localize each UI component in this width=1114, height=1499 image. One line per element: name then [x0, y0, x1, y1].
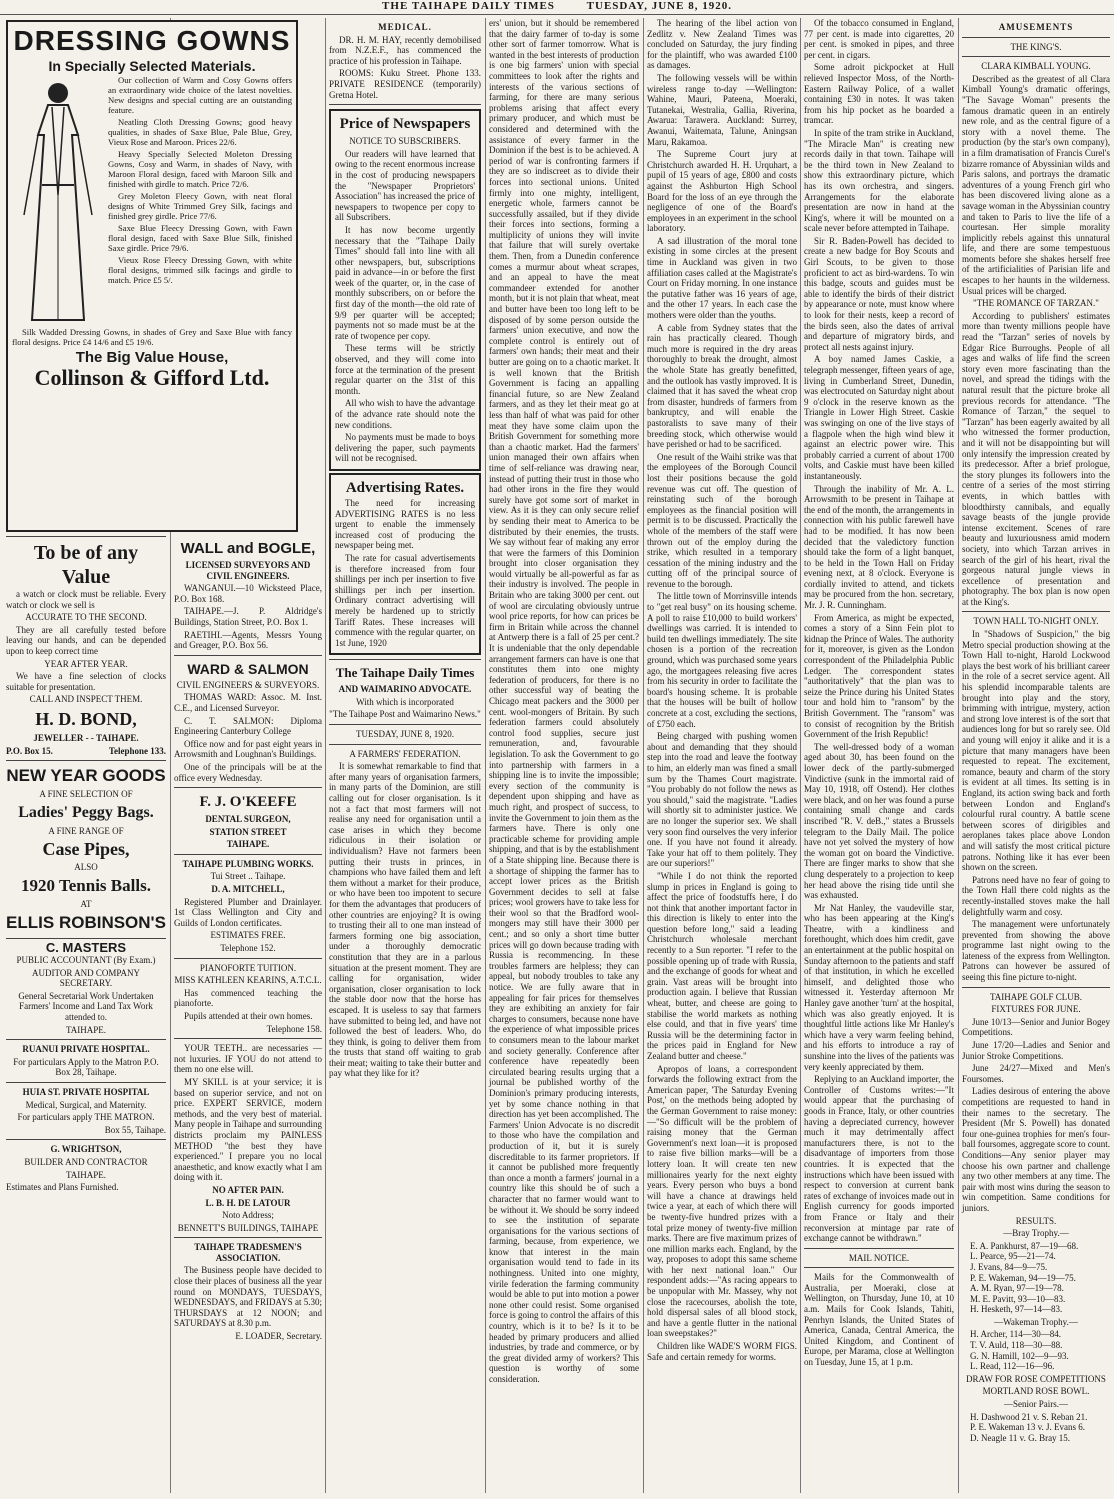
okeefe-name: F. J. O'KEEFE	[199, 794, 297, 811]
ad-firm: Collinson & Gifford Ltd.	[34, 364, 270, 390]
result-row: M. E. Pavitt, 93—10—83.	[970, 1293, 1066, 1304]
separator	[6, 536, 166, 537]
ellis-l2: Ladies' Peggy Bags.	[18, 803, 154, 821]
bond-year: YEAR AFTER YEAR.	[44, 658, 128, 669]
piano-l1: MISS KATHLEEN KEARINS, A.T.C.L.	[174, 975, 322, 986]
separator	[962, 611, 1110, 612]
bond-accurate: ACCURATE TO THE SECOND.	[25, 612, 147, 623]
news6-p5: A boy named James Caskie, a telegraph messenger, fifteen years of age, living in Cumberland Street, Dunedin, was electrocuted on Saturday night about 9 o'clock in the reserve known as the Triangle in Lower High Street. Caskie was swinging on one of the live stays of a flagpole when the high wind blew it against an electric power wire. This probably carried a current of about 1700 volts, and Caskie must have been killed instantaneously.	[804, 354, 954, 481]
tradesmen-ad	[174, 1242, 322, 1341]
news-p9: "While I do not think the reported slump in prices in England is going to affect the price of foodstuffs here, I do not think that another important factor in this direction is likely to enter into the question before long," said a leading Christchurch wholesale merchant recently to a Sun reporter. "I refer to the possible opening up of trade with Russia, and the exchange of goods for wheat and grain. Vast areas will be brought into production again. I believe that Russian wheat, butter, and cheese are going to stabilise the world markets as nothing else could, and that in five years' time Russia will be the determining factor in the prices paid in England for New Zealand butter and cheese."	[647, 870, 797, 1061]
separator	[6, 1139, 166, 1140]
separator	[962, 987, 1110, 988]
mail-notice: Mails for the Commonwealth of Australia, per Moeraki, close at Wellington, on Thursday, June 10, at 10 a.m. Mails for Cook Islands, Tahiti, Penrhyn Islands, the United States of America, Canada, Central America, the United Kingdom, and Continent of Europe, per Marama, close at Wellington on Tuesday, June 15, at 1 p.m.	[804, 1272, 954, 1368]
amuse-p4: Patrons need have no fear of going to the Town Hall there cold nights as the recently-installed stoves make the hall delightfully warm and cosy.	[962, 874, 1110, 917]
editorial-sub: AND WAIMARINO ADVOCATE.	[338, 684, 472, 695]
result-row: A. M. Ryan, 97—19—78.	[970, 1283, 1064, 1294]
ellis-l6: 1920 Tennis Balls.	[21, 875, 151, 895]
wakeman-head: —Wakeman Trophy.—	[994, 1316, 1078, 1327]
wall-l4: RAETIHI.—Agents, Messrs Young and Greager, P.O. Box 56.	[174, 629, 322, 651]
bray-results	[962, 1241, 1110, 1315]
column-rule	[958, 18, 959, 1493]
plumbing-l4: ESTIMATES FREE.	[210, 930, 286, 941]
separator	[962, 37, 1110, 38]
news-p3: The Supreme Court jury at Christchurch awarded H. H. Urquhart, a pupil of 15 years of age, £800 and costs against the Ashburton High School Board for the loss of an eye through the negligence of one of the Board's employees in an experiment in the school laboratory.	[647, 149, 797, 234]
bond-p3: We have a fine selection of clocks suitable for presentation.	[6, 671, 166, 692]
senior-head: —Senior Pairs.—	[1004, 1399, 1068, 1410]
price-sub: NOTICE TO SUBSCRIBERS.	[349, 136, 461, 147]
price-p3: These terms will be strictly observed, and they will come into force at the termination of the present regular quarter on the 31st of this month.	[335, 343, 475, 396]
price-p1: Our readers will have learned that owing to the recent enormous increase in the cost of producing newspapers the "Newspaper Proprietors' Association" has increased the price of newspapers to twopence per copy to all Subscribers.	[335, 148, 475, 223]
ruanui-name: RUANUI PRIVATE HOSPITAL.	[22, 1044, 150, 1055]
amuse-p3: In "Shadows of Suspicion," the big Metro special production showing at the Town Hall to-night, Harold Lockwood plays the best work of his brilliant career in the role of a secret service agent. All his splendid incomparable talents are brought into play and the story, brimming with intrigue, mystery, action and strong love interest is of the sort that audiences long for but so rarely see. Old and young will enjoy it alike and it is a picture that many managers have been requested to repeat. The excitement, romance, beauty and charm of the story is evident at all times. Its setting is in England, its action swing back and forth between London and England's colourful rural country. A battle scene between scores of dirigibles and aeroplanes takes place above London and will satisfy the most critical picture patrons. Nothing like it has ever been shown on the screen.	[962, 629, 1110, 873]
wall-bogle-ad	[174, 540, 322, 651]
ad-intro: Our collection of Warm and Cosy Gowns offers an extraordinary wide choice of the latest novelties. New designs and special cutting are an outstanding feature.	[108, 75, 292, 115]
ward-name: WARD & SALMON	[187, 660, 309, 677]
news6-p3: In spite of the tram strike in Auckland, "The Miracle Man" is creating new records daily in that town. Taihape will be the third town in New Zealand to show this extraordinary picture, which has its own orchestra, and singers. Arrangements for the elaborate presentation are now in hand at the King's, where it will be mounted on a scale never before attempted in Taihape.	[804, 127, 954, 234]
ad-item-4: Saxe Blue Fleecy Dressing Gown, with Fawn floral design, faced with Saxe Blue Silk, finished Saxe girdle. Price 79/6.	[108, 223, 292, 253]
ad-item-6: Silk Wadded Dressing Gowns, in shades of Grey and Saxe Blue with fancy floral designs. Price £4 14/6 and £5 19/6.	[12, 327, 292, 347]
column-5	[647, 18, 797, 1493]
golf-p9: Ladies desirous of entering the above competitions are requested to hand in their names to the secretary. The President (Mr S. Powell) has donated four one-guinea trophies for men's four-ball foursomes, aggregate score to count. Conditions—Any senior player may choose his own partner and challenge any two other members at any time. The pair with most wins during the season to win competition. Same conditions for juniors.	[962, 1086, 1110, 1213]
amuse-p5: The management were unfortunately prevented from showing the above programme last night owing to the lateness of the express from Wellington. Patrons can however be assured of seeing this fine picture to-night.	[962, 919, 1110, 983]
plumbing-ad	[174, 859, 322, 954]
column-2	[329, 18, 481, 1493]
ad-house: The Big Value House,	[75, 349, 229, 366]
separator	[6, 938, 166, 939]
teeth-p2: MY SKILL is at your service; it is based on superior service, and not on price. EXPERT SERVICE, modern methods, and the very best of material. Many people in Taihape and surrounding districts proclaim my PAINLESS METHOD "the best they have experienced." I prepare you no local anaesthetic, and know exactly what I am doing with it.	[174, 1076, 322, 1183]
bond-head-1: To be of any	[33, 542, 139, 564]
wrightson-name: G. WRIGHTSON,	[50, 1144, 122, 1155]
separator	[329, 659, 481, 660]
separator	[174, 787, 322, 788]
ad-item-5: Vieux Rose Fleecy Dressing Gown, with white floral designs, trimmed silk facings and girdle to match. Price £5 5/.	[108, 255, 292, 285]
separator	[174, 854, 322, 855]
result-row: L. Read, 112—16—96.	[970, 1361, 1055, 1372]
pair-row: D. Neagle 11 v. G. Bray 15.	[970, 1432, 1071, 1443]
ward-l5: One of the principals will be at the office every Wednesday.	[174, 761, 322, 783]
dressing-gowns-ad	[6, 20, 298, 532]
huia-l2: For particulars apply THE MATRON.	[17, 1112, 155, 1123]
tradesmen-name: TAIHAPE TRADESMEN'S ASSOCIATION.	[194, 1242, 302, 1263]
ellis-l8: ELLIS ROBINSON'S	[6, 912, 166, 932]
masters-l3: General Secretarial Work Undertaken Farmers' Income and Land Tax Work attended to.	[18, 990, 154, 1023]
price-of-newspapers-notice	[329, 109, 481, 471]
ellis-l5: ALSO	[74, 862, 98, 873]
result-row: T. V. Auld, 118—30—88.	[970, 1340, 1063, 1351]
news-p10: Apropos of loans, a correspondent forwards the following extract from the American paper, 'The Saturday Evening Post,' on the methods being adopted by the German Government to raise money:—"So difficult will be the problem of raising money that the German Government's next loan—it is proposed to raise five billion marks—will be a lottery loan. It will create ten new millionaires yearly for the next eighty years. Every person who buys a bond will have a chance at drawings held twice a year, at each of which there will be twenty-five hundred prizes with a total prize money of twenty-five million marks. There are five maximum prizes of one million marks each. England, by the way, proposes to adopt this same scheme with her next national loan." Our respondent adds:—"As racing appears to be unpopular with Mr. Massey, why not close the racecourses, abolish the tote, hold dispersal sales of all blood stock, and have a gentle flutter in the national loan sweepstakes?"	[647, 1063, 797, 1339]
tradesmen-sig: E. LOADER, Secretary.	[235, 1331, 322, 1342]
bond-name: H. D. BOND,	[35, 708, 137, 729]
ward-l4: Office now and for past eight years in Arrowsmith and Loughnan's Buildings.	[174, 738, 322, 760]
teeth-l1: NO AFTER PAIN.	[212, 1184, 284, 1195]
pairs-list	[962, 1412, 1110, 1444]
adv-head: Advertising Rates.	[345, 479, 465, 496]
masthead-paper: THE TAIHAPE DAILY TIMES	[382, 0, 555, 12]
bond-head-2: Value	[61, 566, 111, 588]
piano-l4: Telephone 158.	[266, 1023, 322, 1034]
result-row: P. E. Wakeman, 94—19—75.	[970, 1272, 1076, 1283]
wall-name: WALL and BOGLE,	[180, 540, 316, 557]
bond-phone: Telephone 133.	[108, 745, 166, 756]
news-p6: One result of the Waihi strike was that the employees of the Borough Council lost their positions because the gold revenue was cut off. The question of reinstating such of the borough employees as the financial position will permit is to be discussed. Practically the whole of the members of the staff were thrown out of the employ during the strike, which resulted in a temporary cessation of the mining industry and the cutting off of the principal source of revenue to the borough.	[647, 451, 797, 589]
ellis-l3: A FINE RANGE OF	[48, 825, 124, 836]
news-p11: Children like WADE'S WORM FIGS. Safe and certain remedy for worms.	[647, 1341, 797, 1362]
pair-row: P. E. Wakeman 13 v. J. Evans 6.	[970, 1422, 1086, 1433]
wall-l3: TAIHAPE.—J. P. Aldridge's Buildings, Station Street, P.O. Box 1.	[174, 606, 322, 627]
wall-l1: LICENSED SURVEYORS AND CIVIL ENGINEERS.	[185, 560, 311, 581]
column-7	[962, 18, 1110, 1493]
price-p2: It has now become urgently necessary that the "Taihape Daily Times" should fall into line with all other newspapers, but, subscriptions paid in advance—in or before the first week of the quarter, or, in the case of monthly subscribers, on or before the first day of the month—the old rate of 9/9 per quarter will be accepted; payments not so made must be at the rate of twopence per copy.	[335, 224, 475, 341]
wrightson-l2: TAIHAPE.	[65, 1169, 107, 1180]
separator	[962, 56, 1110, 57]
bond-p1: a watch or clock must be reliable. Every watch or clock we sell is	[6, 589, 166, 610]
news6-p10: Replying to an Auckland importer, the Controller of Customs writes:—"It would appear that the purchasing of goods in France, Italy, or other countries having a depreciated currency, however much it may detrimentally affect manufacturers there, is not to the disadvantage of importers from those countries. It is expected that the instructions which have been issued with respect to conversion at current bank rates of exchange of invoices made out in English currency for goods imported from France or Italy and their reconversion at mintage par rate of exchange cannot be withdrawn."	[804, 1074, 954, 1244]
huia-l3: Box 55, Taihape.	[104, 1124, 166, 1135]
ad-item-1: Neatling Cloth Dressing Gowns; good heavy qualities, in shades of Saxe Blue, Pale Blue, Grey, Vieux Rose and Maroon. Prices 22/6.	[108, 117, 292, 147]
medical-p: DR. H. M. HAY, recently demobilised from N.Z.E.F., has commenced the practice of his profession in Taihape.	[329, 34, 481, 66]
bond-trade: JEWELLER - - TAIHAPE.	[33, 732, 139, 743]
clara-head: CLARA KIMBALL YOUNG.	[981, 61, 1091, 72]
piano-l2: Has commenced teaching the pianoforte.	[174, 987, 322, 1009]
separator	[329, 104, 481, 105]
huia-name: HUIA ST. PRIVATE HOSPITAL	[22, 1087, 150, 1098]
teeth-p1: YOUR TEETH.. are necessaries — not luxuries. IF YOU do not attend to them no one else will.	[174, 1043, 322, 1075]
separator	[804, 1248, 954, 1249]
golf-p8: June 24/27—Mixed and Men's Foursomes.	[962, 1063, 1110, 1084]
ward-l3: C. T. SALMON: Diploma Engineering Canterbury College	[174, 715, 322, 737]
editorial-masthead: The Taihape Daily Times	[335, 665, 475, 681]
teeth-l2: L. B. H. DE LATOUR	[205, 1197, 291, 1208]
column-professional-cards	[174, 540, 322, 1493]
news-p8: Being charged with pushing women about and demanding that they should step into the road and leave the footway to him, an elderly man was fined a small sum by the Thames Court magistrate. "You probably do not follow the news as you should," said the magistrate. "Ladies will shortly sit to administer justice. We are no longer the superior sex. We shall very soon find ourselves the very inferior one. If you have not found it already. Take your hat off to them politely. They are our superiors!"	[647, 731, 797, 869]
plumbing-l5: Telephone 152.	[220, 943, 276, 954]
wrightson-l1: BUILDER AND CONTRACTOR	[24, 1157, 148, 1167]
ellis-l7: AT	[80, 898, 92, 909]
separator	[6, 1082, 166, 1083]
plumbing-l2: D. A. MITCHELL,	[211, 884, 285, 895]
plumbing-l1: Tui Street .. Taihape.	[210, 871, 286, 882]
okeefe-l2: STATION STREET	[209, 826, 287, 837]
news-p5: A cable from Sydney states that the rain has practically cleared. Though much more is required in the dry areas thoroughly to break the drought, almost the whole State has greatly benefitted, and the outlook has vastly improved. It is claimed that it has saved the wheat crop from disaster, hundreds of farmers from bankruptcy, and will enable the pastoralists to save many of their breeding stock, which otherwise would have perished or had to be sacrificed.	[647, 322, 797, 450]
pair-row: H. Dashwood 21 v. S. Reban 21.	[970, 1411, 1088, 1422]
kings-head: THE KING'S.	[1010, 41, 1062, 52]
editorial-inc: "The Taihape Post and Waimarino News."	[329, 709, 481, 720]
piano-ad	[174, 963, 322, 1035]
column-6	[804, 18, 954, 1493]
ruanui-l1: For particulars Apply to the Matron P.O. Box 28, Taihape.	[13, 1056, 159, 1078]
medical-rooms: ROOMS: Kuku Street. Phone 133. PRIVATE RESIDENCE (temporarily) Gretna Hotel.	[329, 68, 481, 100]
column-4	[489, 18, 639, 1493]
town-hall-head: TOWN HALL TO-NIGHT ONLY.	[973, 616, 1099, 627]
golf-head: TAIHAPE GOLF CLUB.	[989, 991, 1083, 1002]
wakeman-results	[962, 1329, 1110, 1371]
result-row: J. Evans, 84—9—75.	[970, 1261, 1048, 1272]
results-head: RESULTS.	[1015, 1215, 1057, 1226]
separator	[6, 1039, 166, 1040]
mail-head: MAIL NOTICE.	[848, 1252, 910, 1263]
news6-p7: From America, as might be expected, comes a story of a Sinn Fein plot to kidnap the Prince of Wales. The authority for it, moreover, is given as the London correspondent of the Philadelphia Public Ledger. The correspondent states "authoritatively" that the plan was to seize the Prince during his United States tour and hold him to "ransom" by the British Government. The "ransom" was to consist of recognition by the British Government of the Irish Republic!	[804, 612, 954, 740]
news6-p1: Of the tobacco consumed in England, 77 per cent. is made into cigarettes, 20 per cent. is smoked in pipes, and three per cent. in cigars.	[804, 18, 954, 60]
tradesmen-p: The Business people have decided to close their places of business all the year round on MONDAYS, TUESDAYS, WEDNESDAYS, and FRIDAYS at 5.30; THURSDAYS at 12 NOON; and SATURDAYS at 8.30 p.m.	[174, 1265, 322, 1329]
ellis-l1: A FINE SELECTION OF	[39, 789, 133, 800]
separator	[6, 760, 166, 761]
teeth-l4: BENNETT'S BUILDINGS, TAIHAPE	[177, 1222, 319, 1233]
news6-p4: Sir R. Baden-Powell has decided to create a new badge for Boy Scouts and Girl Scouts, to be given to those proficient to act as bird-wardens. To win this badge, scouts and guides must be able to identify the birds of their district by appearance or note, must know where to look for their nests, keep a record of the birds seen, also the dates of arrival and departure of migratory birds, and protect all nests against injury.	[804, 235, 954, 352]
plumbing-l3: Registered Plumber and Drainlayer. 1st Class Wellington and City and Guilds of London certificates.	[174, 896, 322, 928]
teeth-ad	[174, 1043, 322, 1233]
price-head: Price of Newspapers	[339, 116, 471, 133]
fixtures-head: FIXTURES FOR JUNE.	[991, 1004, 1081, 1015]
masters-ad	[6, 939, 166, 1036]
result-row: H. Archer, 114—30—84.	[970, 1329, 1062, 1340]
editorial-p1: It is somewhat remarkable to find that after many years of organisation farmers, in many parts of the Dominion, are still calling out for closer organisation. Is it not a fact that most farmers will not realise any need for organisation until a case arises in which they become ridiculous in their isolation or individualism? Have not farmers been putting their trusts in princes, in champions who have failed them and left them without a market for their produce, or who have been too impotent to secure for them the advantages that producers of other countries are enjoying? It is owing to trusting their all to one man instead of farmers forming one big association, under a thoroughly democratic constitution that they are in a parlous situation at the present moment. They are calling for organisation, wider organisation, closer organisation to lock the stable door now that the horse has escaped. It is useless to say that farmers have submitted to being led, and have not followed the best of leaders. Who, do they think, is going to deliver them from the trusts that stand off waiting to grab their meat; waiting to take their butter and pay what they like for it?	[329, 761, 481, 1079]
result-row: H. Hesketh, 97—14—83.	[970, 1304, 1063, 1315]
separator	[174, 958, 322, 959]
editorial-title: A FARMERS' FEDERATION.	[349, 748, 461, 759]
news-p7: The little town of Morrinsville intends to "get real busy" on its housing scheme. A poll to raise £10,000 to build workers' dwellings was carried. It is intended to build ten dwellings immediately. The site chosen is a portion of the recreation ground, which was purchased some years ago, the mortgagees releasing five acres from his security in order to facilitate the board's housing scheme. It is probable that the houses will be built of hollow concrete at a cost, excluding the sections, of £750 each.	[647, 591, 797, 729]
ruanui-ad	[6, 1044, 166, 1078]
tarzan-head: "THE ROMANCE OF TARZAN."	[973, 298, 1099, 309]
result-row: L. Pearce, 95—21—74.	[970, 1251, 1056, 1262]
plumbing-name: TAIHAPE PLUMBING WORKS.	[182, 858, 314, 869]
advertising-rates-notice	[329, 473, 481, 655]
amuse-p1: Described as the greatest of all Clara Kimball Young's dramatic offerings, "The Savage Woman" presents the famous dramatic queen in an entirely new role, and as the central figure of a story with a novel theme. The production (by the star's own company), in a film dramatisation of Francis Curel's bizarre romance of Abyssinian wilds and Paris salons, and portrays the dramatic adventures of a young French girl who has been discovered living alone as a savage woman in the Abyssinian country and taken to Paris to live the life of a courtesan. Her simple morality implicitly rebels against this unnatural life, and there are some tempestuous moments before she shakes herself free of the artificialities of Parisian life and escapes to her haunts in the wilderness. Usual prices will be charged.	[962, 73, 1110, 296]
wrightson-ad	[6, 1144, 166, 1192]
separator	[329, 744, 481, 745]
news-p4: A sad illustration of the moral tone existing in some circles at the present time in Auckland was given in two affiliation cases called at the Magistrate's Court on Friday morning. In one instance the putative father was 16 years of age, and the other 17 years. In each case the mothers were older than the youths.	[647, 235, 797, 321]
result-row: G. N. Hamill, 102—9—93.	[970, 1350, 1069, 1361]
news6-p2: Some adroit pickpocket at Hull relieved Inspector Moss, of the North-Eastern Railway Police, of a wallet containing £30 in notes. It was taken from his hip pocket as he boarded a tramcar.	[804, 62, 954, 126]
editorial-date: TUESDAY, JUNE 8, 1920.	[355, 729, 454, 740]
medical-head: MEDICAL.	[378, 22, 432, 32]
wrightson-l3: Estimates and Plans Furnished.	[6, 1182, 119, 1193]
ellis-l4: Case Pipes,	[42, 839, 130, 860]
masters-l4: TAIHAPE.	[65, 1024, 107, 1035]
amuse-p2: According to publishers' estimates more than twenty millions people have read the "Tarzan" series of novels by Edgar Rice Burroughs. People of all ages and walks of life find the screen story even more fascinating than the novel, and spread the tidings with the natural result that the picture broke all previous records for attendance. "The Romance of Tarzan," the sequel to "Tarzan" has been eagerly awaited by all who witnessed the former production, and it will not be disappointing but will only intensify the impression created by its predecessor. After a brief prologue, the story plunges its followers into the centre of a series of the most stirring events, in which battles with bloodthirsty cannibals, and equally savage beasts of the jungle provide intense excitement. Scenes of rare beauty and luxuriousness amid modern society, into which Tarzan arrives in search of the girl of his heart, rival the gorgeous natural jungle views in excellence of presentation and photography. The box plan is now open at the King's.	[962, 310, 1110, 607]
news6-p6: Through the inability of Mr. A. L. Arrowsmith to be present in Taihape at the end of the month, the arrangements in connection with his public farewell have had to be modified. It has now been decided that the valedictory function should take the form of a light banquet, to be held in the Town Hall on Friday evening next, at 8 o'clock. Everyone is cordially invited to attend, and tickets may be procured from the hon. secretary, Mr. J. R. Cunningham.	[804, 483, 954, 611]
price-p4: All who wish to have the advantage of the advance rate should note the new conditions.	[335, 398, 475, 430]
mortland-head: MORTLAND ROSE BOWL.	[982, 1386, 1090, 1397]
ward-l1: CIVIL ENGINEERS & SURVEYORS.	[176, 679, 320, 690]
bond-ad	[6, 541, 166, 756]
separator	[174, 1237, 322, 1238]
okeefe-l3: TAIHAPE.	[226, 839, 270, 850]
ad-item-2: Heavy Specially Selected Moleton Dressing Gowns, Cosy and Warm, in shades of Navy, with Maroon Floral design, faced with Maroon Silk and finished with girdle to match. Price 72/6.	[108, 149, 292, 189]
masters-l2: AUDITOR AND COMPANY SECRETARY.	[31, 967, 141, 989]
masters-l1: PUBLIC ACCOUNTANT (By Exam.)	[16, 955, 156, 966]
ellis-robinson-ad	[6, 765, 166, 933]
news-p2: The following vessels will be within wireless range to-day —Wellington: Wahine, Mauri, Pateena, Moeraki, Tutanekai, Westralia, Gallia, Riverina, Awarua: Tarawera. Auckland: Surrey, Awanui, Waitemata, Talune, Aningsan Maru, Rakamoa.	[647, 72, 797, 147]
ad-item-3: Grey Moleton Fleecy Gown, with neat floral designs of White Trimmed Grey Silk, facings and finished grey girdle. Price 77/6.	[108, 191, 292, 221]
dressing-gown-illustration-icon	[12, 75, 104, 325]
golf-p6: June 10/13—Senior and Junior Bogey Competitions.	[962, 1016, 1110, 1038]
column-rule	[325, 18, 326, 1493]
price-p5: No payments must be made to boys delivering the paper, such payments will not be recognised.	[335, 432, 475, 464]
huia-ad	[6, 1087, 166, 1135]
separator	[174, 655, 322, 656]
result-row: E. A. Pankhurst, 87—19—68.	[970, 1240, 1079, 1251]
news-p1: The hearing of the libel action von Zedlitz v. New Zealand Times was concluded on Saturday, the jury finding for the plaintiff, who was awarded £100 as damages.	[647, 18, 797, 71]
bond-box: P.O. Box 15.	[6, 745, 53, 756]
editorial-with: With which is incorporated	[356, 696, 454, 707]
separator	[174, 1038, 322, 1039]
piano-l3: Pupils attended at their own homes.	[184, 1011, 313, 1021]
column-rule	[643, 18, 644, 1493]
news6-p9: Mr Nat Hanley, the vaudeville star, who has been appearing at the King's Theatre, with a kindliness and forethought, which does him credit, gave an entertainment at the public hospital on Sunday afternoon to the patients and staff of that institution, in which he excelled himself, and delighted those who witnessed it. Yesterday afternoon Mr Hanley gave another 'turn' at the hospital, which was also greatly enjoyed. It is thoughtful little actions like Mr Hanley's which have a very warm feeling behind, and his efforts to introduce a ray of sunshine into the lives of the patients was very keenly appreciated by them.	[804, 902, 954, 1072]
okeefe-ad	[174, 792, 322, 850]
masthead	[0, 0, 1114, 15]
column-rule	[800, 18, 801, 1493]
masthead-date: TUESDAY, JUNE 8, 1920.	[586, 0, 732, 12]
bond-p2: They are all carefully tested before leaving our hands, and can be depended upon to keep correct time	[6, 624, 166, 656]
amusements-head: AMUSEMENTS	[998, 22, 1074, 32]
bond-call: CALL AND INSPECT THEM.	[29, 694, 143, 705]
editorial-continued: ers' union, but it should be remembered that the dairy farmer of to-day is some other sort of farmer tomorrow. What is wanted in the best interests of production is one big farmers' union with special committees to look after the rights and interests of the various sections of farming, for there are many serious problems arising that affect every primary producer, and which must be considered and determined with the assistance of every farmer in the Dominion if the best is to be achieved. A period of war is confronting farmers if they are so indiscreet as to divide their forces into sectional unions. United firmly into one mighty, intelligent, energetic whole, farmers cannot be successfully assailed, but if they divide their forces into sections, forming a multiplicity of unions they will invite that failure that will surely overtake them. Then, from a Dunedin conference comes a murmur about wheat scrapes, and an appeal to have the meat commandeer extended for another month, but it is not plain that wheat, meat and butter have been too long left to be disposed of by some person outside the farmers' union executive, and now the complete control is entirely out of farmers' own hands; their meat and their butter are going on to a chaotic market. It is well known that the British Government is facing an appalling financial future, so are New Zealand farmers, and as they let their meat go at less than half of what was paid for other meat they have some claim upon the British Government for something more than a chaotic market. Had the farmers' union managed their own affairs when time of self-reliance was drawing near, instead of putting their trust in those who had other irons in the fire they would surely have got some sort of market in view. As it is they can only secure relief by sending their meat to America to be distributed by their enemies, the trusts. We say without fear of making any error that were the farmers of this Dominion brought into closer organisation they would virtually be all-powerful as far as their industry is involved. The people in Britain who are taking 3000 per cent. out of wool are circulating obviously untrue wool price reports, for how can prices be firm in Britain while across the channel at Antwerp there is a fall of 25 per cent.? It is undeniable that the only dependable arrangement farmers can have is one that constitutes them into one mighty federation of producers, for there is no other successful way of beating the Chicago meat packers and the 3000 per cent. wool-mongers of Britain. By such federation farmers could absolutely control food supplies, secure just remuneration, and, favourable legislation. To ask the Government to go into partnership with farmers in a shipping line is to invite the impossible; every section of the community is dependent upon shipping and have as much right, and prospect of success, to invite the Government to join them as the farmers have. There is only one practicable scheme for providing ample shipping, and that is by the establishment of a State shipping line. Because there is a shortage of shipping the farmer has to accept lower prices as the British Government decides to sell at false prices; wool growers have to take less for their wool so that the Bradford wool-mongers may still have their 3000 per cent.; and so only a short time butter prices will go down because trading with Russia is recommencing. In these troubles farmers are helpless; they can appeal, but nobody troubles to take any notice. We are fully aware that in appealing for fair prices for themselves they are exhibiting an anxiety for fair charges to consumers, because none have the experience of what impossible prices to consumers mean to the labour market and society generally. Conference after conference have repeatedly been circulated bearing results urging that a journal be published worthy of the Dominion's primary producing interests, yet by some chance nothing in that direction has yet been accomplished. The Farmers' Union Advocate is no discredit to those who have the compilation and production of it, but it is surely discreditable to its farmer proprietors. If it cannot be published more frequently than once a month a farmers' journal in a country like this should be of such a character that no farmer would want to be without it. We should be sorry indeed to see the institution of separate organisations for the various sections of farming, because, from experience, we know that interest in the main organisation would tend to fade in its nothingness. United into one mighty, virile federation the farming community would be able to put into motion a power none other could resist. Some organised force is going to control the affairs of this country, which is it to be? Is it to be headed by primary producers and allied industries, by trade and commerce, or by the great divided army of workers? This question is worthy of some consideration.	[489, 18, 639, 1384]
ellis-head: NEW YEAR GOODS	[6, 766, 166, 786]
separator	[329, 724, 481, 725]
ward-l2: THOMAS WARD: Assoc. M. Inst. C.E., and Licensed Surveyor.	[174, 692, 322, 713]
ward-salmon-ad	[174, 660, 322, 783]
separator	[804, 1267, 954, 1268]
news6-p8: The well-dressed body of a woman aged about 30, has been found on the lower deck of the partly-submerged Vindictive (sunk in the immortal raid of May 10, 1918, off Ostend). Her clothes were black, and on her was found a purse containing small change and cards inscribed "R. V. deB.," states a Brussels telegram to the Daily Mail. The police have not yet solved the mystery of how the woman got on board the Vindictive. There are finger marks to show that she clung desperately to a projection to keep her head above the rising tide until she was exhausted.	[804, 741, 954, 901]
masters-name: C. MASTERS	[45, 939, 127, 955]
draw-head: DRAW FOR ROSE COMPETITIONS	[966, 1373, 1106, 1384]
okeefe-l1: DENTAL SURGEON,	[205, 814, 291, 825]
golf-p7: June 17/20—Ladies and Senior and Junior Stroke Competitions.	[962, 1040, 1110, 1061]
ad-subtitle: In Specially Selected Materials.	[48, 58, 256, 74]
column-rule	[485, 18, 486, 1493]
adv-p2: The rate for casual advertisements is therefore increased from four shillings per inch per insertion to five shillings per inch per insertion. Ordinary contract advertising will merely be hardened up to strictly Tariff Rates. These increases will commence with the regular quarter, on 1st June, 1920	[335, 552, 475, 648]
wall-l2: WANGANUI.—10 Wicksteed Place, P.O. Box 168.	[174, 583, 322, 604]
bray-head: —Bray Trophy.—	[1003, 1228, 1069, 1239]
ad-title: DRESSING GOWNS	[13, 25, 291, 56]
teeth-l3: Noto Address;	[222, 1210, 274, 1221]
piano-name: PIANOFORTE TUITION.	[199, 962, 297, 973]
huia-l1: Medical, Surgical, and Maternity.	[25, 1099, 147, 1110]
adv-p1: The need for increasing ADVERTISING RATES is no less urgent to enable the immensely increased cost of producing the newspaper being met.	[335, 497, 475, 551]
